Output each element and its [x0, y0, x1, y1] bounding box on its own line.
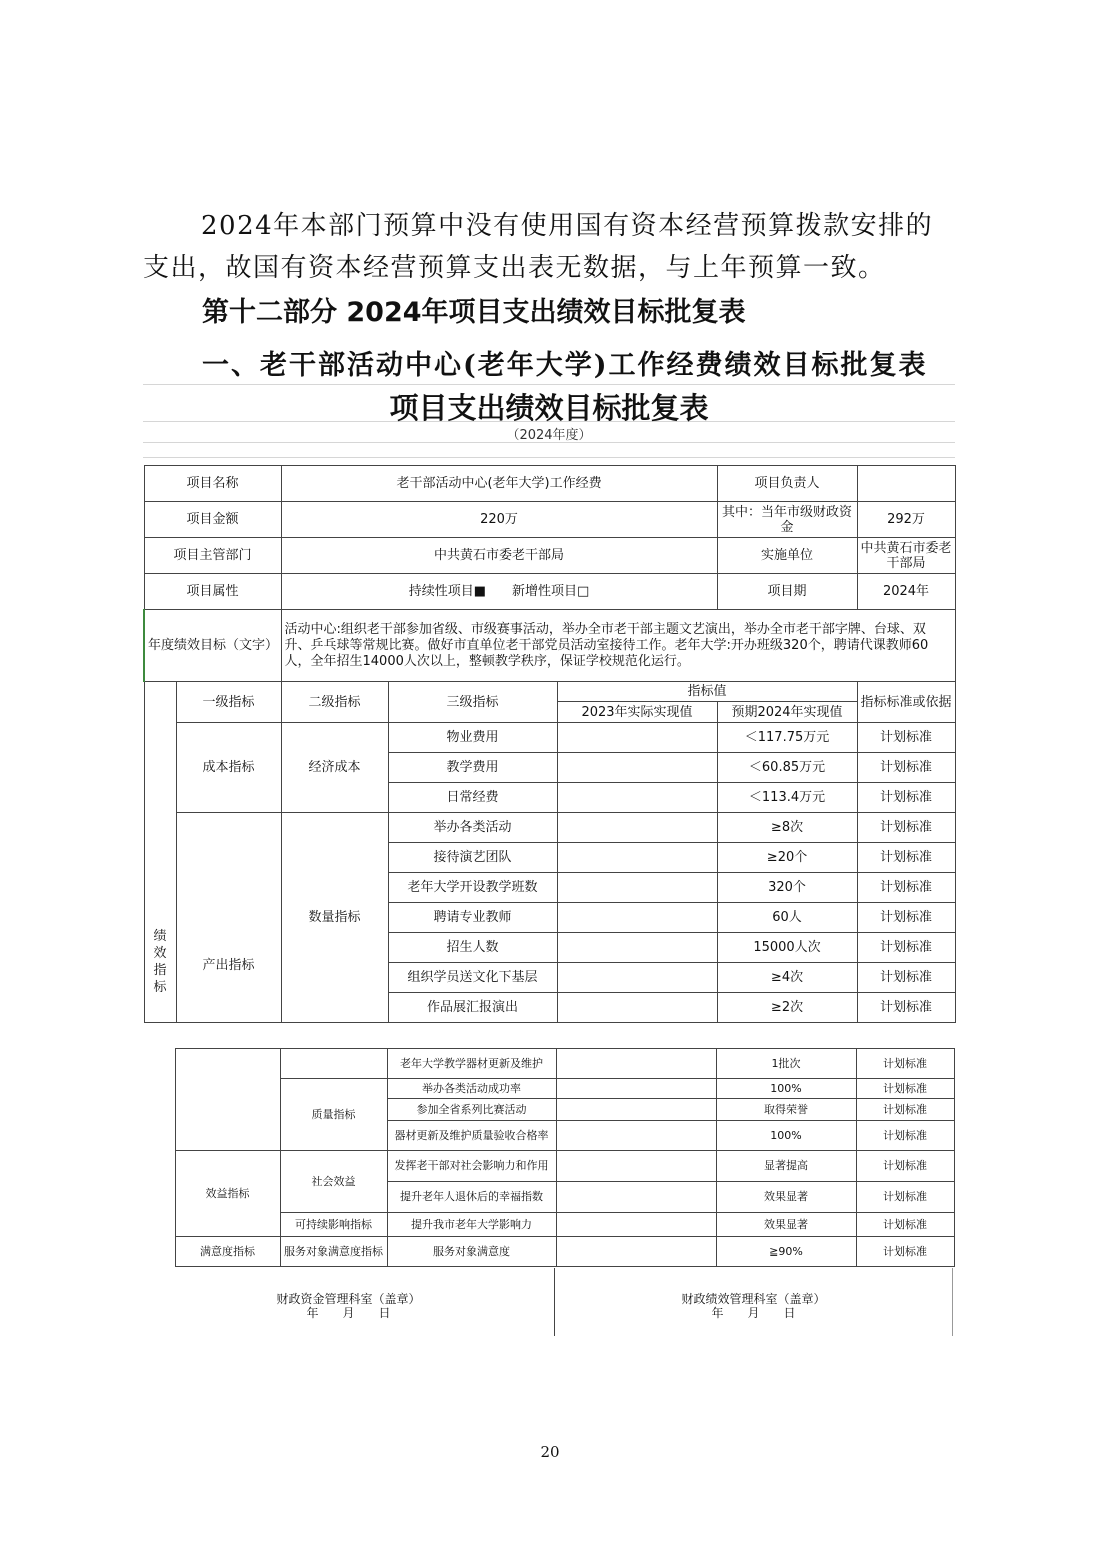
indicator-name: 提升我市老年大学影响力 — [387, 1213, 556, 1237]
satis-l2: 服务对象满意度指标 — [280, 1237, 387, 1267]
indicator-name: 教学费用 — [388, 753, 557, 783]
social-l2: 社会效益 — [280, 1151, 387, 1213]
indicator-name: 器材更新及维护质量验收合格率 — [387, 1121, 556, 1151]
standard-value: 计划标准 — [857, 783, 955, 813]
perf-indicator-label — [144, 682, 176, 1023]
dept-value: 中共黄石市委老干部局 — [281, 538, 717, 574]
actual-2023-header: 2023年实际实现值 — [557, 702, 717, 723]
indicator-name: 参加全省系列比赛活动 — [387, 1099, 556, 1121]
standard-value: 计划标准 — [857, 753, 955, 783]
info-row — [144, 466, 955, 502]
part-title: 第十二部分 2024年项目支出绩效目标批复表 — [202, 297, 746, 328]
indicator-name: 老年大学开设教学班数 — [388, 873, 557, 903]
expected-value: ≥8次 — [717, 813, 857, 843]
project-amount-label: 项目金额 — [144, 502, 281, 538]
page-number: 20 — [540, 1443, 560, 1461]
standard-value: 计划标准 — [857, 723, 955, 753]
cost-l1: 成本指标 — [176, 723, 281, 813]
actual-value — [557, 873, 717, 903]
benefit-l1: 效益指标 — [175, 1151, 280, 1237]
actual-value — [556, 1099, 716, 1121]
standard-value: 计划标准 — [856, 1182, 954, 1213]
indicator-name: 招生人数 — [388, 933, 557, 963]
expected-value: 取得荣誉 — [716, 1099, 856, 1121]
goal-label: 年度绩效目标（文字） — [144, 610, 281, 682]
standard-value: 计划标准 — [857, 933, 955, 963]
performance-table-continued — [143, 1048, 955, 1267]
standard-value: 计划标准 — [857, 843, 955, 873]
standard-value: 计划标准 — [857, 993, 955, 1023]
actual-value — [557, 963, 717, 993]
standard-value: 计划标准 — [856, 1237, 954, 1267]
expected-value: 效果显著 — [716, 1213, 856, 1237]
cost-l2: 经济成本 — [281, 723, 388, 813]
standard-header: 指标标准或依据 — [857, 682, 955, 723]
goal-text: 活动中心:组织老干部参加省级、市级赛事活动，举办全市老干部主题文艺演出，举办全市老干部字牌、台球、双升、乒乓球等常规比赛。做好市直单位老干部党员活动室接待工作。老年大学:开办班级320个，聘请代课教师60人，全年招生14000人次以上，整顿教学秩序，保证学校规范化运行。 — [281, 610, 955, 682]
project-owner-label: 项目负责人 — [717, 466, 857, 502]
expected-value: ≥2次 — [717, 993, 857, 1023]
quantity-l2-cont — [280, 1049, 387, 1079]
attr-value: 持续性项目■ 新增性项目□ — [281, 574, 717, 610]
table-row — [143, 1049, 954, 1079]
sustain-l2: 可持续影响指标 — [280, 1213, 387, 1237]
actual-value — [557, 993, 717, 1023]
project-name-value: 老干部活动中心(老年大学)工作经费 — [281, 466, 717, 502]
grid-line — [143, 457, 955, 458]
expected-value: ≧90% — [716, 1237, 856, 1267]
project-owner-value — [857, 466, 955, 502]
expected-value: ＜60.85万元 — [717, 753, 857, 783]
sign-left — [143, 1292, 554, 1320]
indicator-name: 组织学员送文化下基层 — [388, 963, 557, 993]
level3-header: 三级指标 — [388, 682, 557, 723]
intro-paragraph: 2024年本部门预算中没有使用国有资本经营预算拨款安排的支出，故国有资本经营预算支出表无数据，与上年预算一致。 — [143, 211, 934, 283]
indicator-name: 老年大学教学器材更新及维护 — [387, 1049, 556, 1079]
expected-value: ＜113.4万元 — [717, 783, 857, 813]
goal-row — [144, 610, 955, 682]
expected-value: ≥4次 — [717, 963, 857, 993]
expected-value: 1批次 — [716, 1049, 856, 1079]
attr-label: 项目属性 — [144, 574, 281, 610]
standard-value: 计划标准 — [856, 1151, 954, 1182]
fund-value: 292万 — [857, 502, 955, 538]
expected-value: 100% — [716, 1079, 856, 1099]
expected-value: ＜117.75万元 — [717, 723, 857, 753]
standard-value: 计划标准 — [856, 1079, 954, 1099]
table-row — [144, 723, 955, 753]
performance-table — [143, 465, 956, 1023]
standard-value: 计划标准 — [856, 1049, 954, 1079]
period-label: 项目期 — [717, 574, 857, 610]
expected-value: 100% — [716, 1121, 856, 1151]
indicator-name: 发挥老干部对社会影响力和作用 — [387, 1151, 556, 1182]
header-row — [144, 682, 955, 702]
table-row — [143, 1151, 954, 1182]
level2-header: 二级指标 — [281, 682, 388, 723]
info-row — [144, 502, 955, 538]
unit-label: 实施单位 — [717, 538, 857, 574]
standard-value: 计划标准 — [857, 963, 955, 993]
value-header: 指标值 — [557, 682, 857, 702]
indicator-name: 提升老年人退休后的幸福指数 — [387, 1182, 556, 1213]
project-amount-value: 220万 — [281, 502, 717, 538]
dept-label: 项目主管部门 — [144, 538, 281, 574]
table-row — [144, 813, 955, 843]
satis-l1: 满意度指标 — [175, 1237, 280, 1267]
sign-border — [952, 1268, 953, 1336]
expected-2024-header: 预期2024年实现值 — [717, 702, 857, 723]
expected-value: 60人 — [717, 903, 857, 933]
output-l1 — [176, 813, 281, 1023]
standard-value: 计划标准 — [856, 1121, 954, 1151]
actual-value — [557, 753, 717, 783]
actual-value — [557, 903, 717, 933]
table-row — [143, 1237, 954, 1267]
sheet-title: 项目支出绩效目标批复表 — [389, 391, 709, 425]
actual-value — [557, 933, 717, 963]
sign-right — [555, 1292, 952, 1320]
expected-value: 显著提高 — [716, 1151, 856, 1182]
expected-value: 效果显著 — [716, 1182, 856, 1213]
indicator-name: 举办各类活动成功率 — [387, 1079, 556, 1099]
indicator-name: 接待演艺团队 — [388, 843, 557, 873]
sign-left-date: 年 月 日 — [306, 1306, 391, 1320]
quality-l2: 质量指标 — [280, 1079, 387, 1151]
period-value: 2024年 — [857, 574, 955, 610]
actual-value — [556, 1182, 716, 1213]
section-title: 一、老干部活动中心(老年大学)工作经费绩效目标批复表 — [202, 350, 928, 381]
perf-indicator-spacer — [143, 1049, 175, 1267]
output-l1-cont — [175, 1049, 280, 1151]
sign-right-date: 年 月 日 — [711, 1306, 796, 1320]
grid-line — [143, 384, 955, 385]
expected-value: 320个 — [717, 873, 857, 903]
expected-value: 15000人次 — [717, 933, 857, 963]
actual-value — [557, 843, 717, 873]
info-row — [144, 574, 955, 610]
output-l2: 数量指标 — [281, 813, 388, 1023]
standard-value: 计划标准 — [857, 903, 955, 933]
sheet-year: （2024年度） — [506, 428, 592, 443]
output-l1-text: 产出指标 — [202, 957, 255, 973]
unit-value: 中共黄石市委老干部局 — [857, 538, 955, 574]
standard-value: 计划标准 — [857, 813, 955, 843]
expected-value: ≥20个 — [717, 843, 857, 873]
indicator-name: 作品展汇报演出 — [388, 993, 557, 1023]
indicator-name: 服务对象满意度 — [387, 1237, 556, 1267]
sign-left-label: 财政资金管理科室（盖章） — [276, 1292, 421, 1306]
actual-value — [557, 723, 717, 753]
actual-value — [557, 813, 717, 843]
indicator-name: 聘请专业教师 — [388, 903, 557, 933]
indicator-name: 物业费用 — [388, 723, 557, 753]
actual-value — [556, 1151, 716, 1182]
standard-value: 计划标准 — [857, 873, 955, 903]
info-row — [144, 538, 955, 574]
actual-value — [556, 1213, 716, 1237]
actual-value — [556, 1049, 716, 1079]
perf-label-text: 绩效指标 — [153, 929, 167, 995]
actual-value — [556, 1079, 716, 1099]
standard-value: 计划标准 — [856, 1213, 954, 1237]
indicator-name: 举办各类活动 — [388, 813, 557, 843]
fund-label: 其中：当年市级财政资金 — [717, 502, 857, 538]
sign-right-label: 财政绩效管理科室（盖章） — [681, 1292, 826, 1306]
indicator-name: 日常经费 — [388, 783, 557, 813]
level1-header: 一级指标 — [176, 682, 281, 723]
actual-value — [557, 783, 717, 813]
standard-value: 计划标准 — [856, 1099, 954, 1121]
actual-value — [556, 1237, 716, 1267]
actual-value — [556, 1121, 716, 1151]
project-name-label: 项目名称 — [144, 466, 281, 502]
